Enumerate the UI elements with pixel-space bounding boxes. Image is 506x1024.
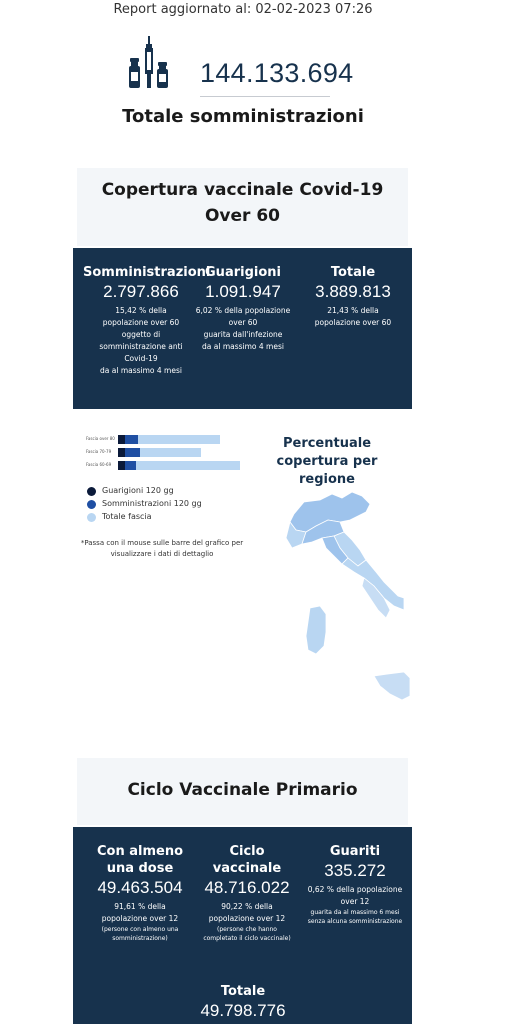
stat-note: guarita da al massimo 6 mesi — [310, 909, 400, 916]
stat-note: (persone che hanno — [217, 926, 277, 933]
stat-totale — [303, 264, 403, 329]
stat-desc: da al massimo 4 mesi — [100, 366, 182, 375]
stat-value: 3.889.813 — [315, 282, 391, 301]
stat-heading: Somministrazioni — [83, 265, 211, 280]
chart-hover-note — [74, 538, 250, 560]
bar-segment-guarigioni[interactable] — [118, 435, 125, 444]
stat-desc: 90,22 % della — [221, 902, 273, 911]
stat-value: 2.797.866 — [103, 282, 179, 301]
stat-heading: vaccinale — [212, 861, 282, 876]
bar-row-60-69[interactable] — [86, 461, 246, 470]
stat-totale-primario — [173, 983, 313, 1022]
bar-label: Fascia 70-79 — [86, 449, 112, 454]
note-line: visualizzare i dati di dettaglio — [110, 550, 214, 558]
report-timestamp: Report aggiornato al: 02-02-2023 07:26 — [113, 2, 373, 17]
age-band-bar-chart[interactable] — [86, 433, 246, 473]
map-title-line1: Percentuale — [282, 436, 372, 451]
total-administrations-label: Totale somministrazioni — [122, 106, 364, 127]
over60-title-line2: Over 60 — [204, 206, 281, 226]
bar-row-70-79[interactable] — [86, 448, 246, 457]
stat-heading: Guariti — [329, 844, 381, 859]
legend-dot — [87, 500, 96, 509]
bar-segment-somministrazioni[interactable] — [125, 461, 136, 470]
stat-note: senza alcuna somministrazione — [307, 918, 403, 925]
divider — [200, 96, 330, 97]
bar-segment-totale-fascia[interactable] — [136, 461, 240, 470]
stat-heading: Ciclo — [229, 844, 265, 859]
bar-label: Fascia 60-69 — [86, 462, 112, 467]
over60-stats-panel — [73, 248, 412, 409]
stat-value: 49.798.776 — [200, 1001, 286, 1020]
stat-desc: 91,61 % della — [114, 902, 166, 911]
map-region-sicily[interactable] — [374, 672, 410, 700]
stat-note: somministrazione) — [112, 935, 168, 942]
stat-heading: Totale — [220, 984, 266, 999]
stat-desc: somministrazione anti — [99, 342, 183, 351]
stat-value: 335.272 — [324, 861, 386, 880]
stat-desc: da al massimo 4 mesi — [202, 342, 284, 351]
italy-region-map[interactable] — [280, 486, 410, 706]
stat-note: completato il ciclo vaccinale) — [203, 935, 291, 942]
stat-desc: oggetto di — [121, 330, 161, 339]
map-title — [252, 435, 402, 489]
legend-label: Somministrazioni 120 gg — [102, 499, 202, 508]
primario-title: Ciclo Vaccinale Primario — [77, 758, 408, 825]
over60-title — [77, 168, 408, 246]
stat-desc: over 60 — [228, 318, 258, 327]
legend-dot — [87, 487, 96, 496]
bar-segment-somministrazioni[interactable] — [125, 448, 140, 457]
stat-value: 1.091.947 — [205, 282, 281, 301]
stat-guariti — [305, 843, 405, 926]
bar-segment-somministrazioni[interactable] — [125, 435, 137, 444]
stat-heading: Guarigioni — [205, 265, 281, 280]
stat-value: 48.716.022 — [204, 878, 290, 897]
stat-heading: Con almeno — [96, 844, 184, 859]
stat-desc: 21,43 % della — [327, 306, 379, 315]
stat-desc: popolazione over 12 — [101, 914, 179, 923]
stat-desc: popolazione over 60 — [314, 318, 392, 327]
over60-title-line1: Copertura vaccinale Covid-19 — [101, 180, 384, 200]
bar-segment-totale-fascia[interactable] — [138, 435, 221, 444]
stat-almeno-una-dose — [85, 843, 195, 943]
legend-dot — [87, 513, 96, 522]
total-administrations-value: 144.133.694 — [200, 58, 354, 88]
stat-desc: popolazione over 12 — [208, 914, 286, 923]
stat-guarigioni — [195, 264, 291, 353]
total-administrations-hero — [128, 36, 358, 96]
stat-note: (persone con almeno una — [101, 926, 179, 933]
map-title-line2: copertura per regione — [276, 454, 378, 487]
legend-label: Totale fascia — [102, 512, 152, 521]
stat-desc: over 12 — [340, 897, 370, 906]
vaccine-vials-icon — [128, 36, 172, 90]
stat-somministrazioni — [83, 264, 211, 377]
map-region-sardinia[interactable] — [306, 606, 326, 654]
bar-segment-guarigioni[interactable] — [118, 448, 125, 457]
stat-desc: guarita dall'infezione — [203, 330, 283, 339]
stat-value: 49.463.504 — [97, 878, 183, 897]
stat-heading: Totale — [330, 265, 376, 280]
legend-label: Guarigioni 120 gg — [102, 486, 174, 495]
bar-row-over-80[interactable] — [86, 435, 246, 444]
stat-desc: Covid-19 — [124, 354, 158, 363]
stat-desc: 6,02 % della popolazione — [195, 306, 291, 315]
stat-heading: una dose — [106, 861, 174, 876]
stat-desc: 0,62 % della popolazione — [307, 885, 403, 894]
bar-label: Fascia over 80 — [86, 436, 115, 441]
bar-segment-guarigioni[interactable] — [118, 461, 125, 470]
stat-desc: 15,42 % della — [115, 306, 167, 315]
note-line: *Passa con il mouse sulle barre del grafico per — [80, 539, 244, 547]
stat-desc: popolazione over 60 — [102, 318, 180, 327]
primario-stats-panel — [73, 827, 412, 1024]
stat-ciclo-vaccinale — [191, 843, 303, 943]
bar-segment-totale-fascia[interactable] — [140, 448, 201, 457]
